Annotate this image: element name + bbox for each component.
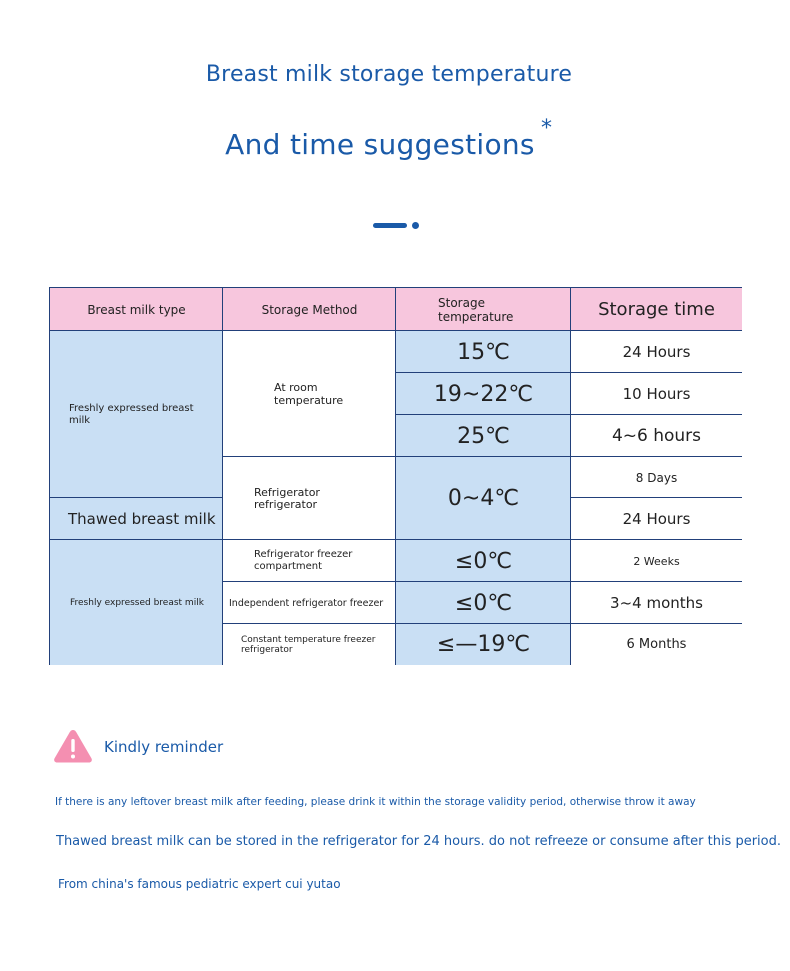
warning-triangle-icon bbox=[53, 728, 93, 764]
time-row-7: 3~4 months bbox=[571, 582, 742, 624]
grid-line bbox=[570, 288, 571, 665]
reminder-label: Kindly reminder bbox=[104, 738, 224, 756]
grid-line bbox=[396, 456, 742, 457]
type-fresh-bottom: Freshly expressed breast milk bbox=[50, 540, 223, 665]
grid-line bbox=[223, 623, 742, 624]
temp-19-22: 19~22℃ bbox=[396, 373, 571, 415]
asterisk-mark: * bbox=[541, 116, 552, 141]
grid-line bbox=[50, 497, 223, 498]
header-time: Storage time bbox=[571, 288, 742, 331]
title-line-2: And time suggestions bbox=[225, 128, 535, 161]
grid-line bbox=[223, 581, 742, 582]
time-row-6: 2 Weeks bbox=[571, 540, 742, 582]
temp-le-minus-19: ≤—19℃ bbox=[396, 624, 571, 665]
method-room: At room temperature bbox=[223, 331, 396, 457]
note-source: From china's famous pediatric expert cui yutao bbox=[58, 877, 341, 891]
header-method: Storage Method bbox=[223, 288, 396, 331]
temp-le-0-a: ≤0℃ bbox=[396, 540, 571, 582]
note-leftover: If there is any leftover breast milk after feeding, please drink it within the storage validity period, otherwise throw it away bbox=[55, 796, 696, 808]
header-temperature: Storage temperature bbox=[396, 288, 571, 331]
time-row-1: 24 Hours bbox=[571, 331, 742, 373]
temp-25: 25℃ bbox=[396, 415, 571, 457]
temp-le-0-b: ≤0℃ bbox=[396, 582, 571, 624]
time-row-5: 24 Hours bbox=[571, 498, 742, 540]
title-line-1: Breast milk storage temperature bbox=[205, 62, 573, 87]
grid-line bbox=[50, 539, 742, 540]
method-fridge: Refrigerator refrigerator bbox=[223, 457, 396, 540]
decorative-divider bbox=[373, 222, 423, 230]
grid-line bbox=[222, 288, 223, 665]
grid-line bbox=[396, 372, 742, 373]
grid-line bbox=[395, 288, 396, 665]
grid-line bbox=[396, 414, 742, 415]
method-independent-freezer: Independent refrigerator freezer bbox=[223, 582, 396, 624]
type-fresh-top: Freshly expressed breast milk bbox=[50, 331, 223, 498]
header-type: Breast milk type bbox=[50, 288, 223, 331]
grid-line bbox=[571, 497, 742, 498]
temp-15: 15℃ bbox=[396, 331, 571, 373]
grid-line bbox=[223, 456, 396, 457]
divider-dot bbox=[412, 222, 419, 229]
divider-bar bbox=[373, 223, 407, 228]
method-freezer-compartment: Refrigerator freezer compartment bbox=[223, 540, 396, 582]
type-thawed: Thawed breast milk bbox=[50, 498, 223, 540]
temp-0-4: 0~4℃ bbox=[396, 457, 571, 540]
time-row-4: 8 Days bbox=[571, 457, 742, 498]
note-thawed: Thawed breast milk can be stored in the refrigerator for 24 hours. do not refreeze or consume after this period. bbox=[56, 834, 782, 849]
storage-table bbox=[49, 287, 742, 665]
time-row-8: 6 Months bbox=[571, 624, 742, 665]
time-row-3: 4~6 hours bbox=[571, 415, 742, 457]
method-constant-freezer: Constant temperature freezer refrigerator bbox=[223, 624, 396, 665]
grid-line bbox=[50, 330, 742, 331]
time-row-2: 10 Hours bbox=[571, 373, 742, 415]
